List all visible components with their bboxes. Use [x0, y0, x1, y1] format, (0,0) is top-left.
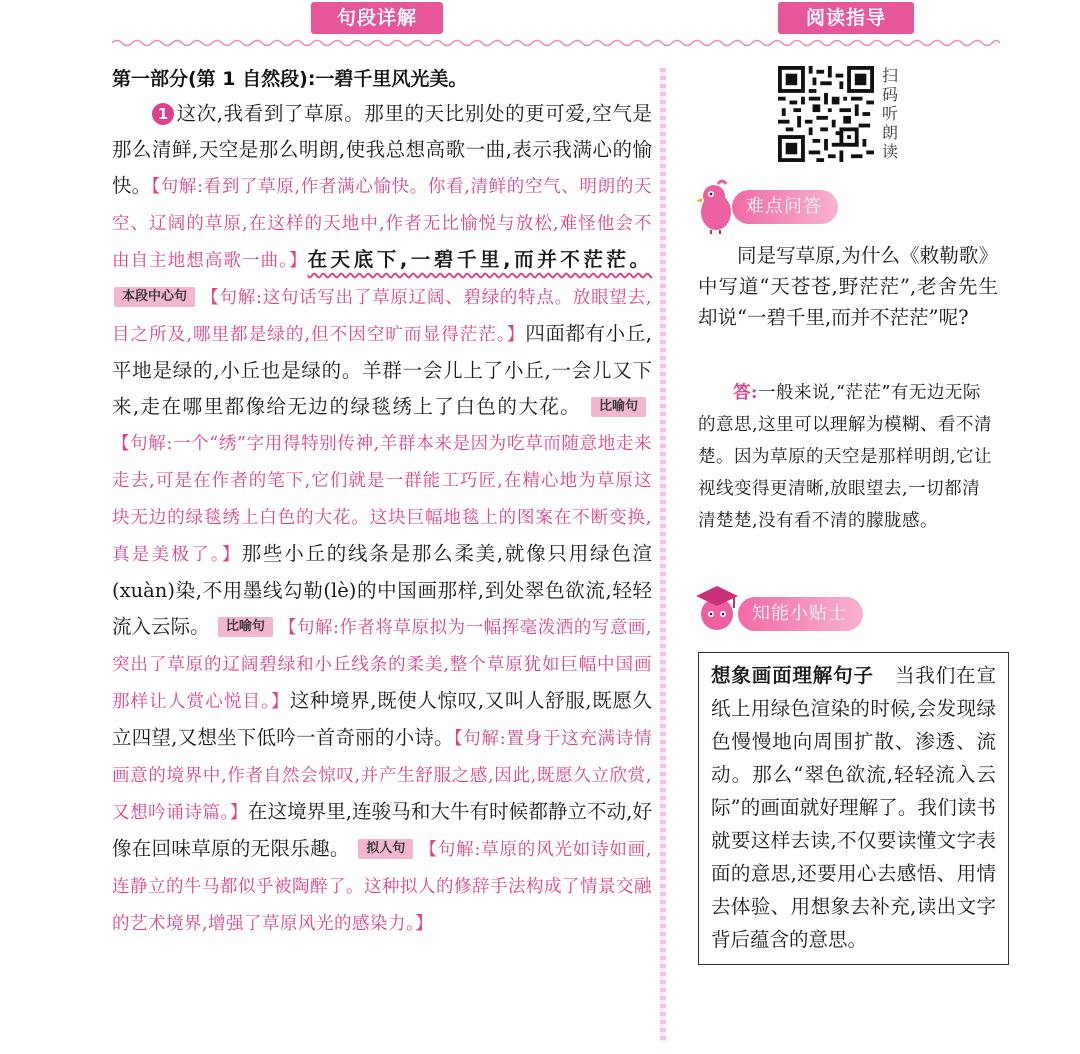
- tip-box: [698, 652, 1009, 965]
- tip-title: 想象画面理解句子: [711, 664, 874, 687]
- annotation-2: 【句解:这句话写出了草原辽阔、碧绿的特点。放眼望去,目之所及,哪里都是绿的,但不因空旷而显得茫茫。】: [112, 288, 652, 345]
- tag-simile-2: 比喻句: [218, 617, 273, 637]
- answer-text: 一般来说,“茫茫”有无边无际的意思,这里可以理解为模糊、看不清楚。因为草原的天空是那样明朗,它让视线变得更清晰,放眼望去,一切都清清楚楚,没有看不清的朦胧感。: [698, 383, 993, 531]
- wavy-divider: [112, 38, 1000, 48]
- tab-reading-guide: 阅读指导: [778, 2, 914, 34]
- sentence-4: 那些小丘的线条是那么柔美,就像只用绿色渲(xuàn)染,不用墨线勾勒(lè)的中国画那样,到处翠色欲流,轻轻流入云际。: [112, 542, 653, 638]
- paragraph-number: 1: [152, 103, 174, 125]
- qr-label: 扫码听朗读: [882, 66, 899, 161]
- answer-block: [698, 377, 998, 537]
- section-title: 第一部分(第 1 自然段):一碧千里风光美。: [112, 68, 468, 90]
- sentence-5: 这种境界,既使人惊叹,又叫人舒服,既愿久立四望,又想坐下低吟一首奇丽的小诗。: [112, 689, 652, 749]
- key-sentence: 在天底下,一碧千里,而并不茫茫。: [307, 248, 652, 271]
- sentence-1: 这次,我看到了草原。那里的天比别处的更可爱,空气是那么清鲜,天空是那么明朗,使我总想高歌一曲,表示我满心的愉快。: [112, 102, 652, 197]
- annotation-1: 【句解:看到了草原,作者满心愉快。你看,清鲜的空气、明朗的天空、辽阔的草原,在这样的天地中,作者无比愉悦与放松,难怪他会不由自主地想高歌一曲。】: [112, 177, 652, 271]
- sentence-6: 在这境界里,连骏马和大牛有时候都静立不动,好像在回味草原的无限乐趣。: [112, 800, 653, 860]
- annotation-5: 【句解:置身于这充满诗情画意的境界中,作者自然会惊叹,并产生舒服之感,因此,既愿久立欣赏,又想吟诵诗篇。】: [112, 729, 652, 823]
- annotation-4: 【句解:作者将草原拟为一幅挥毫泼洒的写意画,突出了草原的辽阔碧绿和小丘线条的柔美,整个草原犹如巨幅中国画那样让人赏心悦目。】: [112, 618, 652, 712]
- sentence-3: 四面都有小丘,平地是绿的,小丘也是绿的。羊群一会儿上了小丘,一会儿又下来,走在哪里都像给无边的绿毯绣上了白色的大花。: [112, 322, 652, 418]
- sentence-analysis-column: [112, 62, 652, 942]
- annotation-3: 【句解:一个“绣”字用得特别传神,羊群本来是因为吃草而随意地走来走去,可是在作者的笔下,它们就是一群能工巧匠,在精心地为草原这块无边的绿毯绣上白色的大花。这块巨幅地毯上的图案在不断变换,真是美极了。】: [112, 434, 652, 565]
- tag-personification: 拟人句: [358, 839, 413, 859]
- tag-simile-1: 比喻句: [591, 397, 646, 417]
- tip-body: 当我们在宣纸上用绿色渲染的时候,会发现绿色慢慢地向周围扩散、渗透、流动。那么“翠色欲流,轻轻流入云际”的画面就好理解了。我们读书就要这样去读,不仅要读懂文字表面的意思,还要用心去感悟、用情去体验、用想象去补充,读出文字背后蕴含的意思。: [711, 664, 996, 951]
- tab-sentence-analysis: 句段详解: [311, 2, 443, 34]
- qr-code-icon[interactable]: [778, 66, 874, 162]
- answer-label: 答:: [733, 383, 758, 403]
- graduation-cap-icon: [694, 582, 740, 634]
- annotation-6: 【句解:草原的风光如诗如画,连静立的牛马都似乎被陶醉了。这种拟人的修辞手法构成了情景交融的艺术境界,增强了草原风光的感染力。】: [112, 840, 652, 934]
- difficult-qa-badge: 难点问答: [732, 190, 838, 224]
- tag-central-sentence: 本段中心句: [114, 287, 195, 307]
- question-text: 同是写草原,为什么《敕勒歌》中写道“天苍苍,野茫茫”,老舍先生却说“一碧千里,而并不茫茫”呢?: [698, 244, 998, 329]
- column-divider: [660, 68, 666, 1043]
- knowledge-tips-badge: 知能小贴士: [738, 597, 863, 631]
- paragraph-1: [112, 96, 652, 942]
